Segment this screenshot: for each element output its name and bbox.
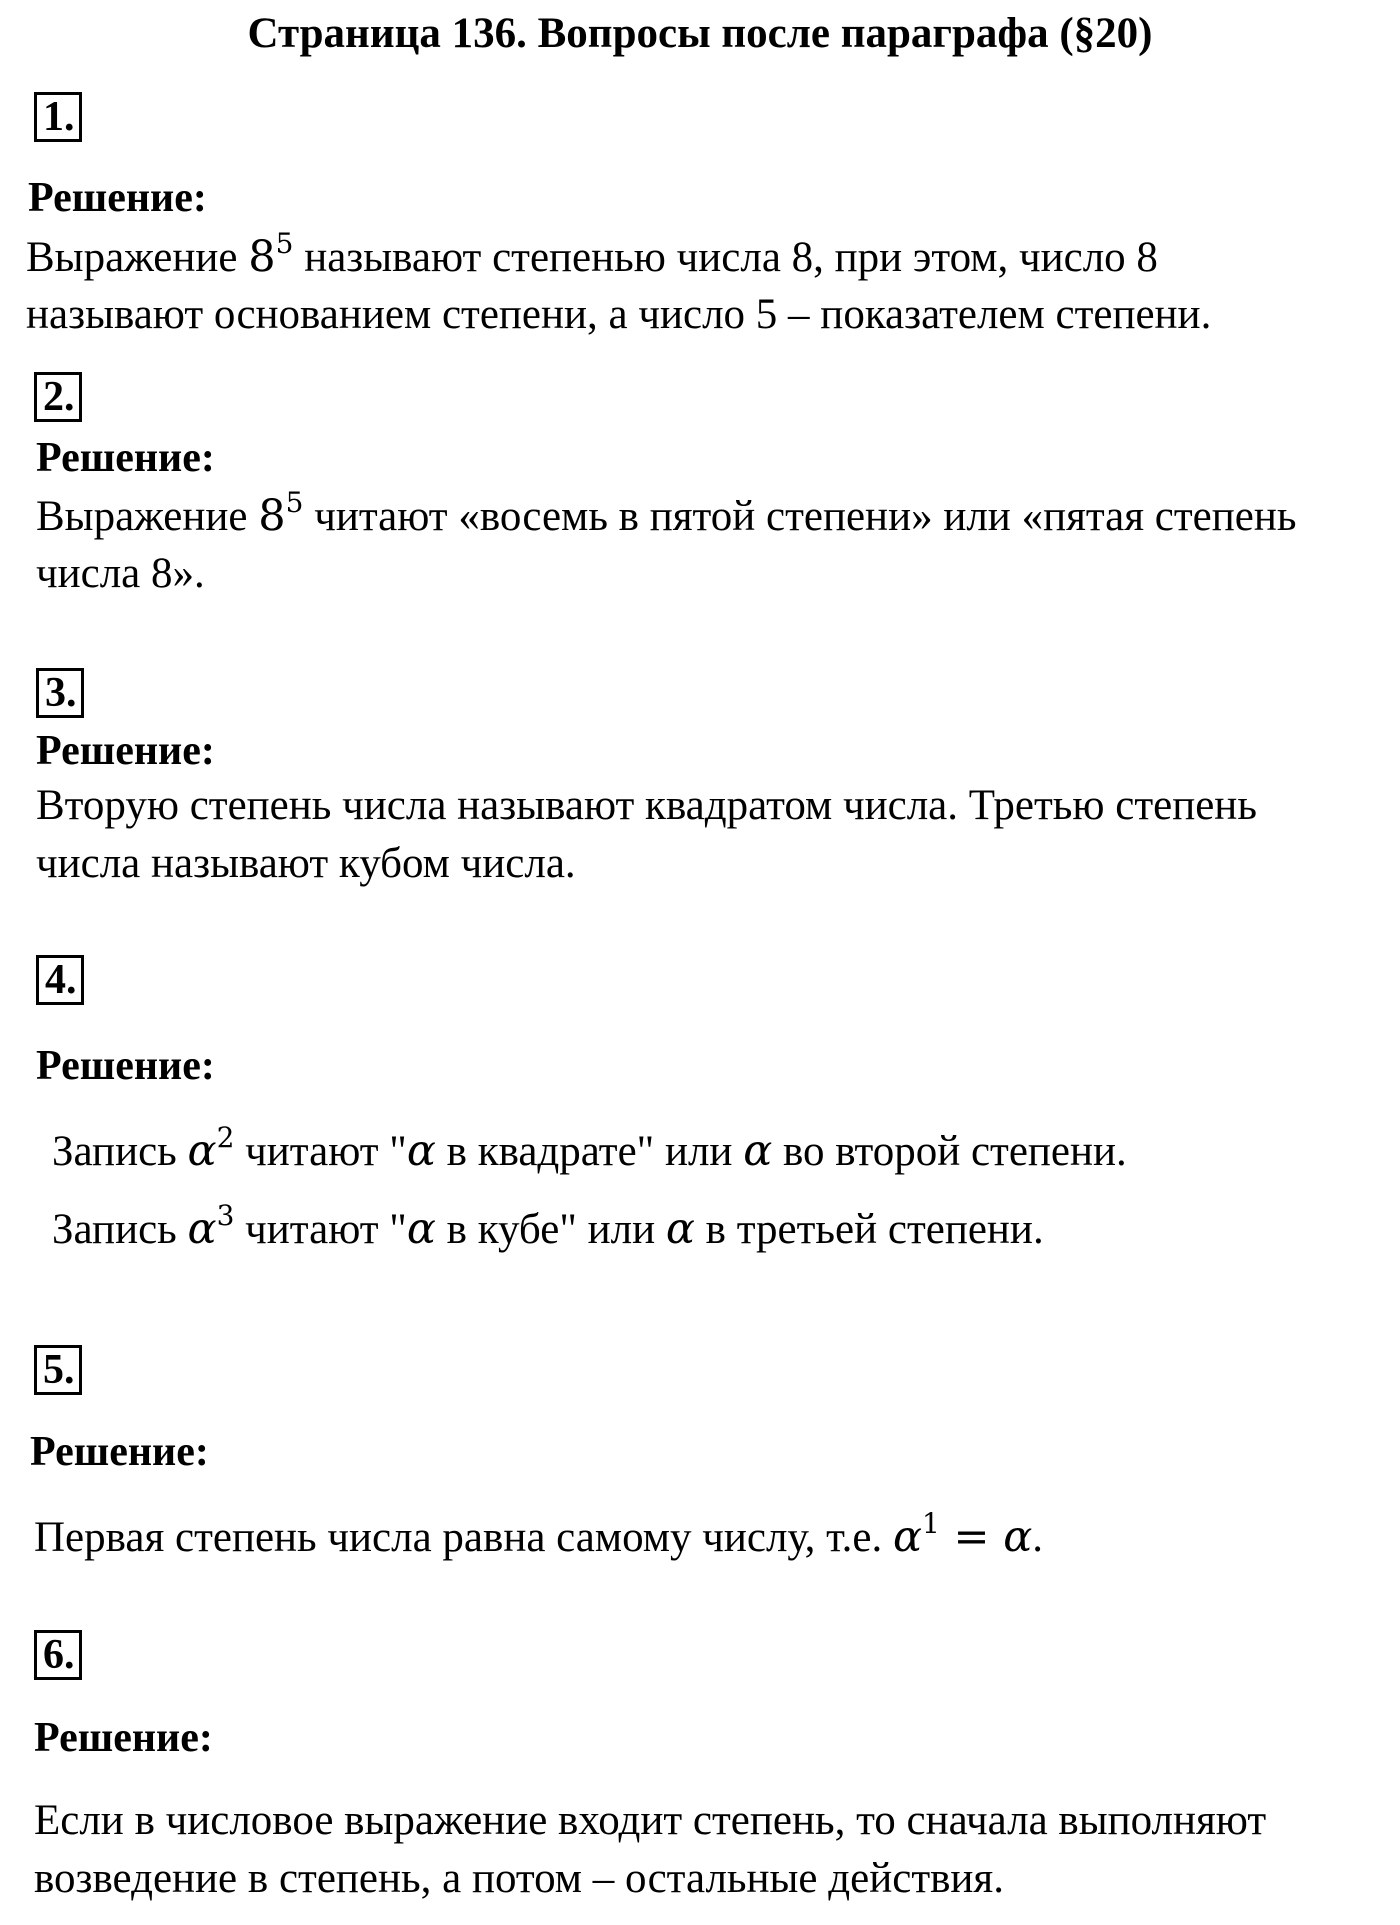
answer-4-line-1 bbox=[52, 1122, 1127, 1181]
answer-4-line-2-text-b: читают " bbox=[234, 1206, 407, 1253]
answer-4-line-2-text-c: в кубе" или bbox=[435, 1206, 666, 1253]
answer-1-base: 8 bbox=[248, 232, 276, 282]
solution-label-4: Решение: bbox=[36, 1043, 215, 1089]
answer-3-line-1: Вторую степень числа называют квадратом числа. Третью степень bbox=[36, 782, 1257, 829]
answer-6-line-1: Если в числовое выражение входит степень, то сначала выполняют bbox=[34, 1797, 1267, 1844]
answer-2-line-1 bbox=[36, 487, 1296, 546]
page-title: Страница 136. Вопросы после параграфа (§20) bbox=[247, 10, 1153, 57]
solution-label-2: Решение: bbox=[36, 435, 215, 481]
answer-6-line-2: возведение в степень, а потом – остальные действия. bbox=[34, 1855, 1004, 1902]
answer-4-line-2 bbox=[52, 1200, 1044, 1259]
answer-4-line-1-text-c: в квадрате" или bbox=[435, 1128, 744, 1175]
solution-label-3: Решение: bbox=[36, 728, 215, 774]
answer-2-base: 8 bbox=[258, 491, 286, 541]
answer-5-line-1 bbox=[34, 1508, 1043, 1567]
alpha-variable: α bbox=[893, 1512, 923, 1562]
answer-4-line-1-text-a: Запись bbox=[52, 1128, 188, 1175]
answer-4-line-2-text-d: в третьей степени. bbox=[694, 1206, 1044, 1253]
alpha-variable: α bbox=[665, 1204, 695, 1254]
answer-2-text-b: читают «восемь в пятой степени» или «пятая степень bbox=[303, 493, 1297, 540]
question-number-6: 6. bbox=[34, 1630, 82, 1680]
answer-5-period: . bbox=[1032, 1514, 1044, 1561]
answer-4-line-1-exponent: 2 bbox=[216, 1121, 235, 1154]
answer-4-line-1-text-b: читают " bbox=[234, 1128, 407, 1175]
answer-4-line-2-exponent: 3 bbox=[216, 1199, 235, 1232]
answer-1-line-2: называют основанием степени, а число 5 – показателем степени. bbox=[26, 291, 1212, 338]
answer-5-exponent: 1 bbox=[922, 1507, 940, 1540]
answer-4-line-1-text-d: во второй степени. bbox=[772, 1128, 1127, 1175]
alpha-variable: α bbox=[406, 1204, 436, 1254]
answer-1-text-a: Выражение bbox=[26, 234, 249, 281]
solution-label-6: Решение: bbox=[34, 1715, 213, 1761]
alpha-variable: α bbox=[187, 1126, 217, 1176]
answer-5-text-a: Первая степень числа равна самому числу, т.е. bbox=[34, 1514, 893, 1561]
alpha-variable: α bbox=[1003, 1512, 1033, 1562]
question-number-4: 4. bbox=[36, 955, 84, 1005]
alpha-variable: α bbox=[187, 1204, 217, 1254]
question-number-5: 5. bbox=[34, 1345, 82, 1395]
answer-2-exponent: 5 bbox=[285, 486, 304, 519]
answer-1-text-b: называют степенью числа 8, при этом, число 8 bbox=[293, 234, 1158, 281]
solution-label-5: Решение: bbox=[30, 1429, 209, 1475]
answer-4-line-2-text-a: Запись bbox=[52, 1206, 188, 1253]
solution-label-1: Решение: bbox=[28, 175, 207, 221]
equals-sign: = bbox=[939, 1512, 1004, 1562]
question-number-3: 3. bbox=[36, 668, 84, 718]
answer-1-line-1 bbox=[26, 228, 1158, 287]
alpha-variable: α bbox=[743, 1126, 773, 1176]
question-number-1: 1. bbox=[34, 92, 82, 142]
answer-2-text-a: Выражение bbox=[36, 493, 259, 540]
answer-1-exponent: 5 bbox=[275, 227, 294, 260]
alpha-variable: α bbox=[406, 1126, 436, 1176]
answer-3-line-2: числа называют кубом числа. bbox=[36, 840, 576, 887]
answer-2-line-2: числа 8». bbox=[36, 550, 205, 597]
question-number-2: 2. bbox=[34, 372, 82, 422]
